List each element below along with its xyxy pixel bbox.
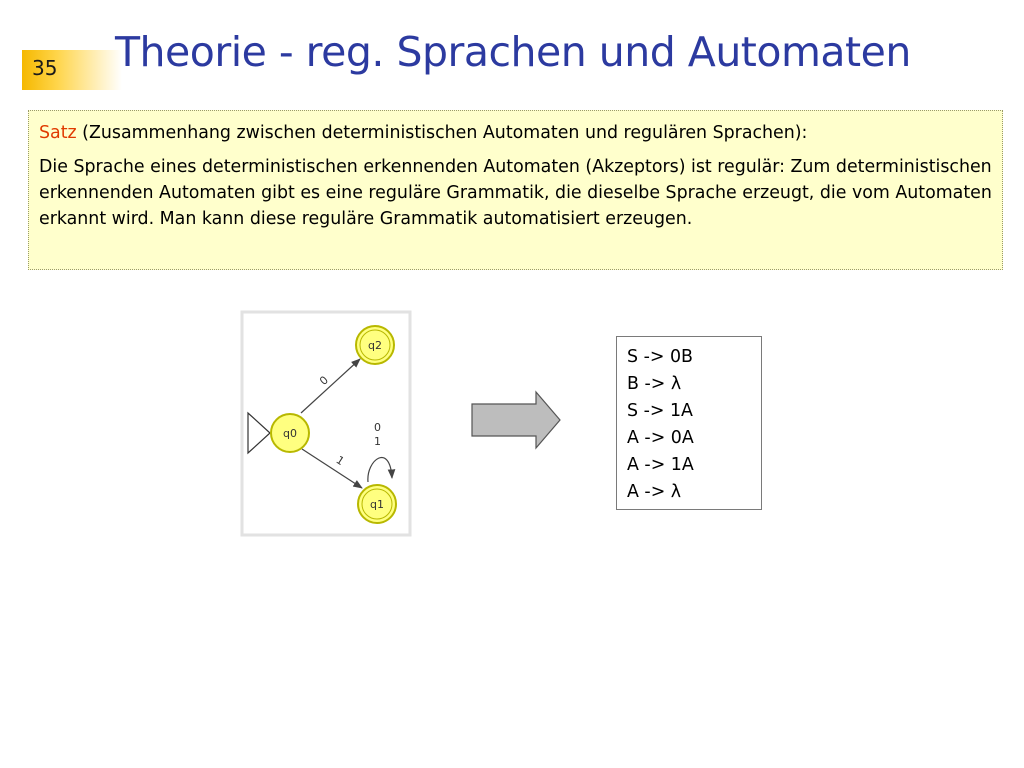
- grammar-rules-box: [616, 336, 762, 510]
- state-label-q0: q0: [283, 427, 297, 440]
- edge-label-q0-q2: 0: [317, 373, 331, 388]
- state-label-q1: q1: [370, 498, 384, 511]
- grammar-rule: B -> λ: [627, 374, 682, 394]
- slide-number: 35: [32, 56, 58, 80]
- grammar-rule: S -> 1A: [627, 401, 693, 421]
- grammar-rule: A -> λ: [627, 482, 682, 502]
- start-state-marker: [248, 413, 270, 453]
- grammar-rule: S -> 0B: [627, 347, 693, 367]
- theorem-heading-text: (Zusammenhang zwischen deterministischen Automaten und regulären Sprachen):: [76, 123, 808, 143]
- conversion-arrow-icon: [470, 390, 562, 450]
- edge-q0-q1: [302, 449, 362, 488]
- edge-label-q0-q1: 1: [333, 453, 347, 469]
- grammar-rule: A -> 1A: [627, 455, 694, 475]
- automaton-diagram: [240, 310, 412, 537]
- state-q1: [358, 485, 396, 523]
- edge-label-q1-loop-0: 0: [374, 421, 381, 434]
- theorem-body: Die Sprache eines deterministischen erkennenden Automaten (Akzeptors) ist regulär: Zum deterministischen erkennenden Automaten gibt es eine reguläre Grammatik, die dieselbe Sprache erzeugt, die vom Automaten erkannt wird. Man kann diese reguläre Grammatik automatisiert erzeugen.: [39, 157, 992, 229]
- state-q2: [356, 326, 394, 364]
- edge-q1-self-loop: [368, 458, 392, 482]
- slide-title: Theorie - reg. Sprachen und Automaten: [115, 28, 911, 76]
- edge-label-q1-loop-1: 1: [374, 435, 381, 448]
- state-q0: [271, 414, 309, 452]
- theorem-label: Satz: [39, 123, 77, 143]
- theorem-heading: [39, 120, 992, 146]
- edge-q0-q2: [301, 359, 360, 413]
- state-label-q2: q2: [368, 339, 382, 352]
- theorem-box: [28, 110, 1003, 270]
- grammar-rule: A -> 0A: [627, 428, 694, 448]
